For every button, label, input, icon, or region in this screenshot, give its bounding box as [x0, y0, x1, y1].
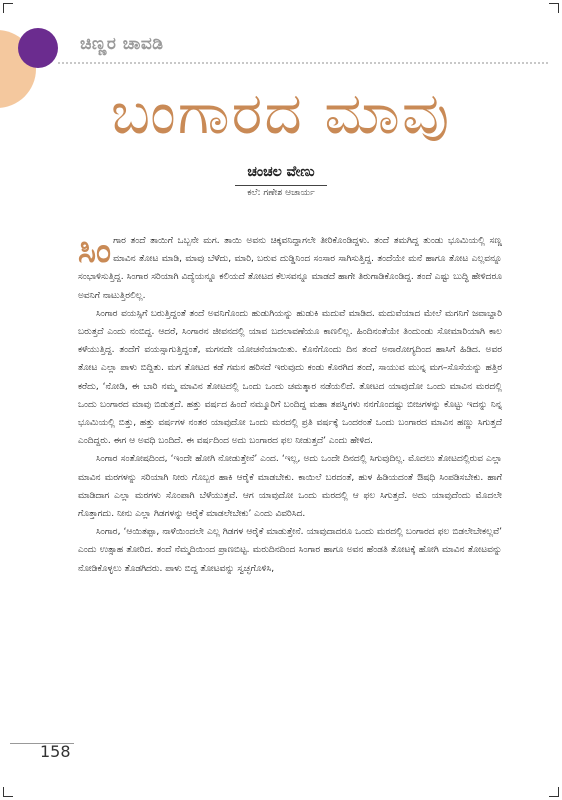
header-dotted-divider	[58, 62, 548, 64]
crop-mark-bottom-left	[3, 787, 13, 797]
article-author: ಚಂಚಲ ವೇಣು	[247, 164, 315, 180]
paragraph-3: ಸಿಂಗಾರ ಸಂತೋಷದಿಂದ, ‘ಇಂದೇ ಹೋಗಿ ನೋಡುತ್ತೇನೆ’ ಎಂದ. ‘ಇಲ್ಲ, ಅದು ಒಂದೇ ದಿನದಲ್ಲಿ ಸಿಗುವುದಿಲ್ಲ. ಮೊದಲು ತೋಟದಲ್ಲಿರುವ ಎಲ್ಲಾ ಮಾವಿನ ಮರಗಳನ್ನು ಸರಿಯಾಗಿ ನೀರು ಗೊಬ್ಬರ ಹಾಕಿ ಆರೈಕೆ ಮಾಡಬೇಕು. ಕಾಯಿಲೆ ಬರದಂತೆ, ಹುಳ ಹಿಡಿಯದಂತೆ ಔಷಧಿ ಸಿಂಪಡಿಸಬೇಕು. ಹಾಗೆ ಮಾಡಿದಾಗ ಎಲ್ಲಾ ಮರಗಳು ಸೊಂಪಾಗಿ ಬೆಳೆಯುತ್ತವೆ. ಆಗ ಯಾವುದೋ ಒಂದು ಮರದಲ್ಲಿ ಆ ಫಲ ಸಿಗುತ್ತದೆ. ಅದು ಯಾವುದೆಂದು ಮೊದಲೇ ಗೊತ್ತಾಗದು. ನೀನು ಎಲ್ಲಾ ಗಿಡಗಳನ್ನು ಆರೈಕೆ ಮಾಡಲೇಬೇಕು’ ಎಂದು ವಿವರಿಸಿದ.	[78, 454, 502, 520]
section-label: ಚಿಣ್ಣರ ಚಾವಡಿ	[80, 34, 164, 54]
page-number: 158	[40, 742, 71, 761]
author-underline	[235, 185, 327, 186]
paragraph-4: ಸಿಂಗಾರ, ‘ಆಯಿತಪ್ಪಾ, ನಾಳೆಯಿಂದಲೇ ಎಲ್ಲ ಗಿಡಗಳ ಆರೈಕೆ ಮಾಡುತ್ತೇನೆ. ಯಾವುದಾದರೂ ಒಂದು ಮರದಲ್ಲಿ ಬಂಗಾರದ ಫಲ ಬಿಡಲೇಬೇಕಲ್ಲವೆ’ ಎಂದು ಉತ್ಸಾಹ ತೋರಿದ. ತಂದೆ ನೆಮ್ಮದಿಯಿಂದ ಪ್ರಾಣಬಿಟ್ಟ. ಮರುದಿನದಿಂದ ಸಿಂಗಾರ ಹಾಗೂ ಅವನ ಹೆಂಡತಿ ತೋಟಕ್ಕೆ ಹೋಗಿ ಮಾವಿನ ತೋಟವನ್ನು ನೋಡಿಕೊಳ್ಳಲು ತೊಡಗಿದರು. ಪಾಳು ಬಿದ್ದ ತೋಟವನ್ನು ಸ್ವಚ್ಛಗೊಳಿಸಿ,	[78, 527, 502, 574]
crop-mark-top-left	[3, 3, 13, 13]
article-body	[78, 232, 502, 578]
paragraph-2: ಸಿಂಗಾರ ವಯಸ್ಸಿಗೆ ಬರುತ್ತಿದ್ದಂತೆ ತಂದೆ ಅವನಿಗೊಂದು ಹುಡುಗಿಯನ್ನು ಹುಡುಕಿ ಮದುವೆ ಮಾಡಿದ. ಮದುವೆಯಾದ ಮೇಲೆ ಮಗನಿಗೆ ಜವಾಬ್ದಾರಿ ಬರುತ್ತದೆ ಎಂದು ನಂಬಿದ್ದ. ಆದರೆ, ಸಿಂಗಾರನ ಜೀವನದಲ್ಲಿ ಯಾವ ಬದಲಾವಣೆಯೂ ಕಾಣಲಿಲ್ಲ. ಹಿಂದಿನಂತೆಯೇ ತಿಂದುಂಡು ಸೋಮಾರಿಯಾಗಿ ಕಾಲ ಕಳೆಯುತ್ತಿದ್ದ. ತಂದೆಗೆ ವಯಸ್ಸಾಗುತ್ತಿದ್ದಂತೆ, ಮಗನದೇ ಯೋಚನೆಯಾಯಿತು. ಕೊನೆಗೊಂದು ದಿನ ತಂದೆ ಅನಾರೋಗ್ಯದಿಂದ ಹಾಸಿಗೆ ಹಿಡಿದ. ಅವರ ತೋಟ ಎಲ್ಲಾ ಪಾಳು ಬಿದ್ದಿತು. ಮಗ ತೋಟದ ಕಡೆ ಗಮನ ಹರಿಸದೆ ಇರುವುದು ಕಂಡು ಕೊರಗಿದ ತಂದೆ, ಸಾಯುವ ಮುನ್ನ ಮಗ–ಸೊಸೆಯನ್ನು ಹತ್ತಿರ ಕರೆದು, ‘ನೋಡಿ, ಈ ಬಾರಿ ನಮ್ಮ ಮಾವಿನ ತೋಟದಲ್ಲಿ ಒಂದು ಒಂದು ಚಮತ್ಕಾರ ನಡೆಯಲಿದೆ. ತೋಟದ ಯಾವುದೋ ಒಂದು ಮಾವಿನ ಮರದಲ್ಲಿ ಒಂದು ಬಂಗಾರದ ಮಾವು ಬಿಡುತ್ತದೆ. ಹತ್ತು ವರ್ಷದ ಹಿಂದೆ ನಮ್ಮೂರಿಗೆ ಬಂದಿದ್ದ ಮಹಾ ತಪಸ್ವಿಗಳು ನನಗೊಂದಷ್ಟು ಬೀಜಗಳನ್ನು ಕೊಟ್ಟು ಇದನ್ನು ನಿನ್ನ ಭೂಮಿಯಲ್ಲಿ ಬಿತ್ತು, ಹತ್ತು ವರ್ಷಗಳ ನಂತರ ಯಾವುದೋ ಒಂದು ಮರದಲ್ಲಿ ಪ್ರತಿ ವರ್ಷಕ್ಕೆ ಒಂದರಂತೆ ಒಂದು ಬಂಗಾರದ ಮಾವಿನ ಹಣ್ಣು ಸಿಗುತ್ತದೆ ಎಂದಿದ್ದರು. ಈಗ ಆ ಅವಧಿ ಬಂದಿದೆ. ಈ ವರ್ಷದಿಂದ ಅದು ಬಂಗಾರದ ಫಲ ನೀಡುತ್ತದೆ’ ಎಂದು ಹೇಳಿದ.	[78, 308, 502, 447]
decorative-purple-circle	[18, 28, 58, 68]
paragraph-1-text: ಗಾರ ತಂದೆ ತಾಯಿಗೆ ಒಬ್ಬನೇ ಮಗ. ತಾಯಿ ಅವನು ಚಿಕ್ಕವನಿದ್ದಾಗಲೇ ತೀರಿಕೊಂಡಿದ್ದಳು. ತಂದೆ ತಮಗಿದ್ದ ತುಂಡು ಭೂಮಿಯಲ್ಲಿ ಸಣ್ಣ ಮಾವಿನ ತೋಟ ಮಾಡಿ, ಮಾವು ಬೆಳೆದು, ಮಾರಿ, ಬರುವ ದುಡ್ಡಿನಿಂದ ಸಂಸಾರ ಸಾಗಿಸುತ್ತಿದ್ದ. ತಂದೆಯೇ ಮನೆ ಹಾಗೂ ತೋಟ ಎಲ್ಲವನ್ನೂ ಸಂಭಾಳಿಸುತ್ತಿದ್ದ. ಸಿಂಗಾರ ಸರಿಯಾಗಿ ವಿದ್ಯೆಯನ್ನೂ ಕಲಿಯದೆ ತೋಟದ ಕೆಲಸವನ್ನೂ ಮಾಡದೆ ಹಾಗೇ ತಿರುಗಾಡಿಕೊಂಡಿದ್ದ. ತಂದೆ ಎಷ್ಟು ಬುದ್ಧಿ ಹೇಳಿದರೂ ಅವನಿಗೆ ನಾಟುತ್ತಿರಲಿಲ್ಲ.	[78, 236, 502, 301]
drop-cap: ಸಿಂ	[78, 231, 112, 271]
illustrator-credit: ಕಲೆ: ಗಣೇಶ ಆಚಾರ್ಯ	[247, 188, 315, 198]
article-title: ಬಂಗಾರದ ಮಾವು	[110, 79, 452, 147]
paragraph-1	[78, 232, 502, 305]
crop-mark-bottom-right	[549, 787, 559, 797]
crop-mark-top-right	[549, 3, 559, 13]
